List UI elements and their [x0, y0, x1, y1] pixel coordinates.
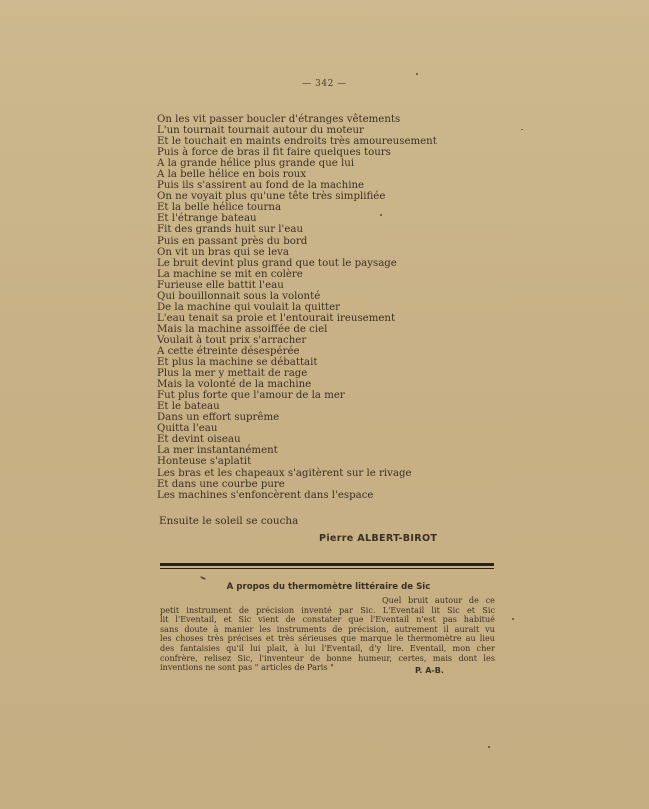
paper-speck	[416, 73, 418, 75]
poem-line: On ne voyait plus qu'une tête très simplifiée	[157, 191, 386, 203]
article-line: confrère, relisez Sic, l'inventeur de bonne humeur, certes, mais dont les	[160, 652, 495, 663]
poem-line: Et plus la machine se débattait	[157, 357, 318, 369]
poem-line: Fut plus forte que l'amour de la mer	[157, 390, 345, 402]
poem-line: Dans un effort suprême	[157, 412, 280, 424]
poem-line: Et devint oiseau	[157, 434, 241, 446]
poem-line: Honteuse s'aplatit	[157, 456, 252, 468]
poem-line: A cette étreinte désespérée	[157, 345, 300, 357]
paper-speck	[521, 129, 523, 130]
article-line: lit l'Eventail, et Sic vient de constater que l'Eventail n'est pas habitué	[160, 614, 495, 625]
section-divider-thick	[160, 563, 494, 566]
poem-line: Et le bateau	[157, 401, 220, 413]
poem-line: Et le touchait en maints endroits très amoureusement	[157, 136, 437, 148]
poem-line: On vit un bras qui se leva	[157, 246, 289, 258]
poem-line: L'un tournait tournait autour du moteur	[157, 125, 364, 137]
article-line: petit instrument de précision inventé par Sic. L'Eventail lit Sic et Sic	[160, 604, 495, 615]
poem-line: On les vit passer boucler d'étranges vêtements	[157, 114, 401, 125]
article-body	[160, 596, 495, 673]
paper-speck	[512, 618, 514, 620]
poem-line: Qui bouillonnait sous la volonté	[157, 290, 321, 302]
article-line: Quel bruit autour de ce	[382, 595, 495, 605]
poem-line: A la belle hélice en bois roux	[157, 169, 307, 181]
poem-line: Mais la volonté de la machine	[157, 379, 312, 391]
paper-speck	[488, 746, 490, 748]
poem-line: Quitta l'eau	[157, 423, 218, 435]
poem-line: Puis ils s'assirent au fond de la machine	[157, 180, 365, 192]
article-title: A propos du thermomètre littéraire de Sic	[226, 582, 431, 592]
poem-line: Voulait à tout prix s'arracher	[157, 334, 307, 346]
paper-speck	[200, 576, 206, 580]
poem-line: Fit des grands huit sur l'eau	[157, 224, 304, 236]
poem-line: Et l'étrange bateau	[157, 213, 257, 225]
article-signature: P. A-B.	[415, 666, 444, 675]
poem-line: Furieuse elle battit l'eau	[157, 279, 284, 291]
poem-line: Les machines s'enfoncèrent dans l'espace	[157, 489, 374, 501]
article-line: des fantaisies qu'il lui plait, à lui l'Eventail, d'y lire. Eventail, mon cher	[160, 642, 495, 653]
section-divider-thin	[160, 568, 494, 569]
poem-line: L'eau tenait sa proie et l'entourait ireusement	[157, 312, 396, 324]
article-line: inventions ne sont pas " articles de Paris "	[160, 662, 334, 673]
poem-signature: Pierre ALBERT-BIROT	[319, 533, 438, 544]
poem-line: Et la belle hélice tourna	[157, 202, 282, 214]
poem-line: Mais la machine assoiffée de ciel	[157, 323, 328, 335]
poem-line: A la grande hélice plus grande que lui	[157, 158, 355, 170]
paper-speck	[380, 214, 382, 216]
poem-line: Et dans une courbe pure	[157, 478, 285, 490]
poem-line: Puis en passant près du bord	[157, 235, 308, 247]
poem-line: Les bras et les chapeaux s'agitèrent sur le rivage	[157, 467, 412, 479]
page-number: — 342 —	[302, 79, 347, 89]
poem-line: Plus la mer y mettait de rage	[157, 368, 308, 380]
poem-closing-line: Ensuite le soleil se coucha	[159, 515, 299, 527]
article-line: les choses très précises et très sérieuses que marque le thermomètre au lieu	[160, 633, 495, 644]
poem-line: La mer instantanément	[157, 445, 278, 457]
poem-line: Le bruit devint plus grand que tout le paysage	[157, 257, 397, 269]
poem-line: Puis à force de bras il fit faire quelques tours	[157, 147, 391, 159]
poem	[157, 114, 477, 501]
poem-line: La machine se mit en colère	[157, 268, 303, 280]
article-line: sans doute à manier les instruments de précision, autrement il aurait vu	[160, 623, 495, 634]
poem-line: De la machine qui voulait la quitter	[157, 301, 341, 313]
